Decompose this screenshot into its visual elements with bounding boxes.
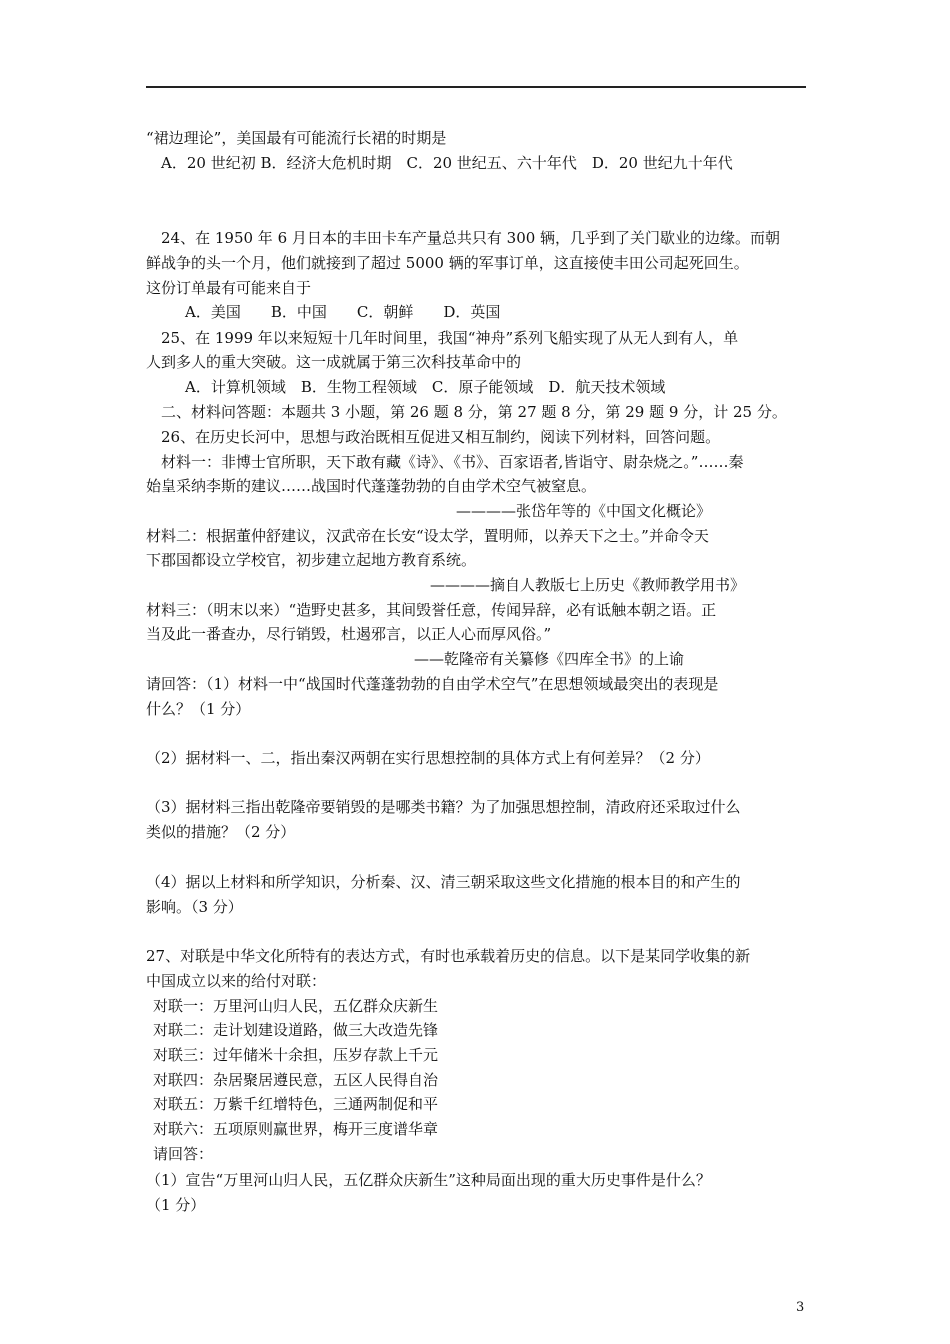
q27-line2: 中国成立以来的给付对联： [146, 972, 327, 990]
q26-material2-line1: 材料二：根据董仲舒建议，汉武帝在长安“设太学，置明师，以养天下之士。”并命令天 [146, 527, 709, 545]
q26-material2-line2: 下郡国都设立学校官，初步建立起地方教育系统。 [146, 551, 477, 569]
q26-ask3-line2: 类似的措施？（2 分） [146, 823, 296, 841]
q24-line1: 24、在 1950 年 6 月日本的丰田卡车产量总共只有 300 辆，几乎到了关门歇业的边缘。而朝 [161, 229, 781, 247]
q26-material1-line2: 始皇采纳李斯的建议……战国时代蓬蓬勃勃的自由学术空气被窒息。 [146, 477, 597, 495]
q23-options: A．20 世纪初 B．经济大危机时期 C．20 世纪五、六十年代 D．20 世纪九十年代 [161, 154, 733, 172]
couplet-2: 对联二：走计划建设道路，做三大改造先锋 [153, 1021, 439, 1039]
q27-ask1-line2: （1 分） [146, 1196, 206, 1214]
q27-ask-label: 请回答： [153, 1145, 214, 1163]
q26-ask4-line2: 影响。（3 分） [146, 898, 243, 916]
q26-material3-line1: 材料三：（明末以来）“造野史甚多，其间毁誉任意，传闻异辞，必有诋触本朝之语。正 [146, 601, 717, 619]
page-number: 3 [796, 1300, 805, 1315]
q24-options: A．美国 B．中国 C．朝鲜 D．英国 [185, 303, 501, 321]
q26-ask2: （2）据材料一、二，指出秦汉两朝在实行思想控制的具体方式上有何差异？（2 分） [146, 749, 710, 767]
q25-line1: 25、在 1999 年以来短短十几年时间里，我国“神舟”系列飞船实现了从无人到有人，单 [161, 329, 739, 347]
q26-material1-line1: 材料一：非博士官所职，天下敢有藏《诗》、《书》、百家语者,皆诣守、尉杂烧之。”……秦 [161, 453, 744, 471]
q24-line3: 这份订单最有可能来自于 [146, 279, 312, 297]
q27-line1: 27、对联是中华文化所特有的表达方式，有时也承载着历史的信息。以下是某同学收集的新 [146, 947, 751, 965]
couplet-3: 对联三：过年储米十余担，压岁存款上千元 [153, 1046, 439, 1064]
couplet-4: 对联四：杂居聚居遵民意，五区人民得自治 [153, 1071, 439, 1089]
q25-options: A．计算机领域 B．生物工程领域 C．原子能领域 D．航天技术领域 [185, 378, 666, 396]
q26-material1-source: ————张岱年等的《中国文化概论》 [456, 502, 712, 520]
q26-material3-line2: 当及此一番查办，尽行销毁，杜遏邪言，以正人心而厚风俗。” [146, 625, 552, 643]
q26-ask4-line1: （4）据以上材料和所学知识，分析秦、汉、清三朝采取这些文化措施的根本目的和产生的 [146, 873, 741, 891]
couplet-6: 对联六：五项原则赢世界，梅开三度谱华章 [153, 1120, 439, 1138]
q26-ask3-line1: （3）据材料三指出乾隆帝要销毁的是哪类书籍？为了加强思想控制，清政府还采取过什么 [146, 798, 741, 816]
header-rule [146, 86, 806, 88]
section-2-heading: 二、材料问答题：本题共 3 小题，第 26 题 8 分，第 27 题 8 分，第 29 题 9 分，计 25 分。 [161, 403, 787, 421]
q27-ask1-line1: （1）宣告“万里河山归人民，五亿群众庆新生”这种局面出现的重大历史事件是什么？ [146, 1171, 711, 1189]
q26-ask1-line1: 请回答：（1）材料一中“战国时代蓬蓬勃勃的自由学术空气”在思想领域最突出的表现是 [146, 675, 719, 693]
couplet-1: 对联一：万里河山归人民，五亿群众庆新生 [153, 997, 439, 1015]
q24-line2: 鲜战争的头一个月，他们就接到了超过 5000 辆的军事订单，这直接使丰田公司起死回生。 [146, 254, 749, 272]
q25-line2: 人到多人的重大突破。这一成就属于第三次科技革命中的 [146, 353, 522, 371]
q26-intro: 26、在历史长河中，思想与政治既相互促进又相互制约，阅读下列材料，回答问题。 [161, 428, 721, 446]
q26-material3-source: ——乾隆帝有关纂修《四库全书》的上谕 [414, 650, 685, 668]
q26-material2-source: ————摘自人教版七上历史《教师教学用书》 [430, 576, 746, 594]
q23-stem: “裙边理论”，美国最有可能流行长裙的时期是 [146, 129, 447, 147]
q26-ask1-line2: 什么？（1 分） [146, 700, 251, 718]
couplet-5: 对联五：万紫千红增特色，三通两制促和平 [153, 1095, 439, 1113]
